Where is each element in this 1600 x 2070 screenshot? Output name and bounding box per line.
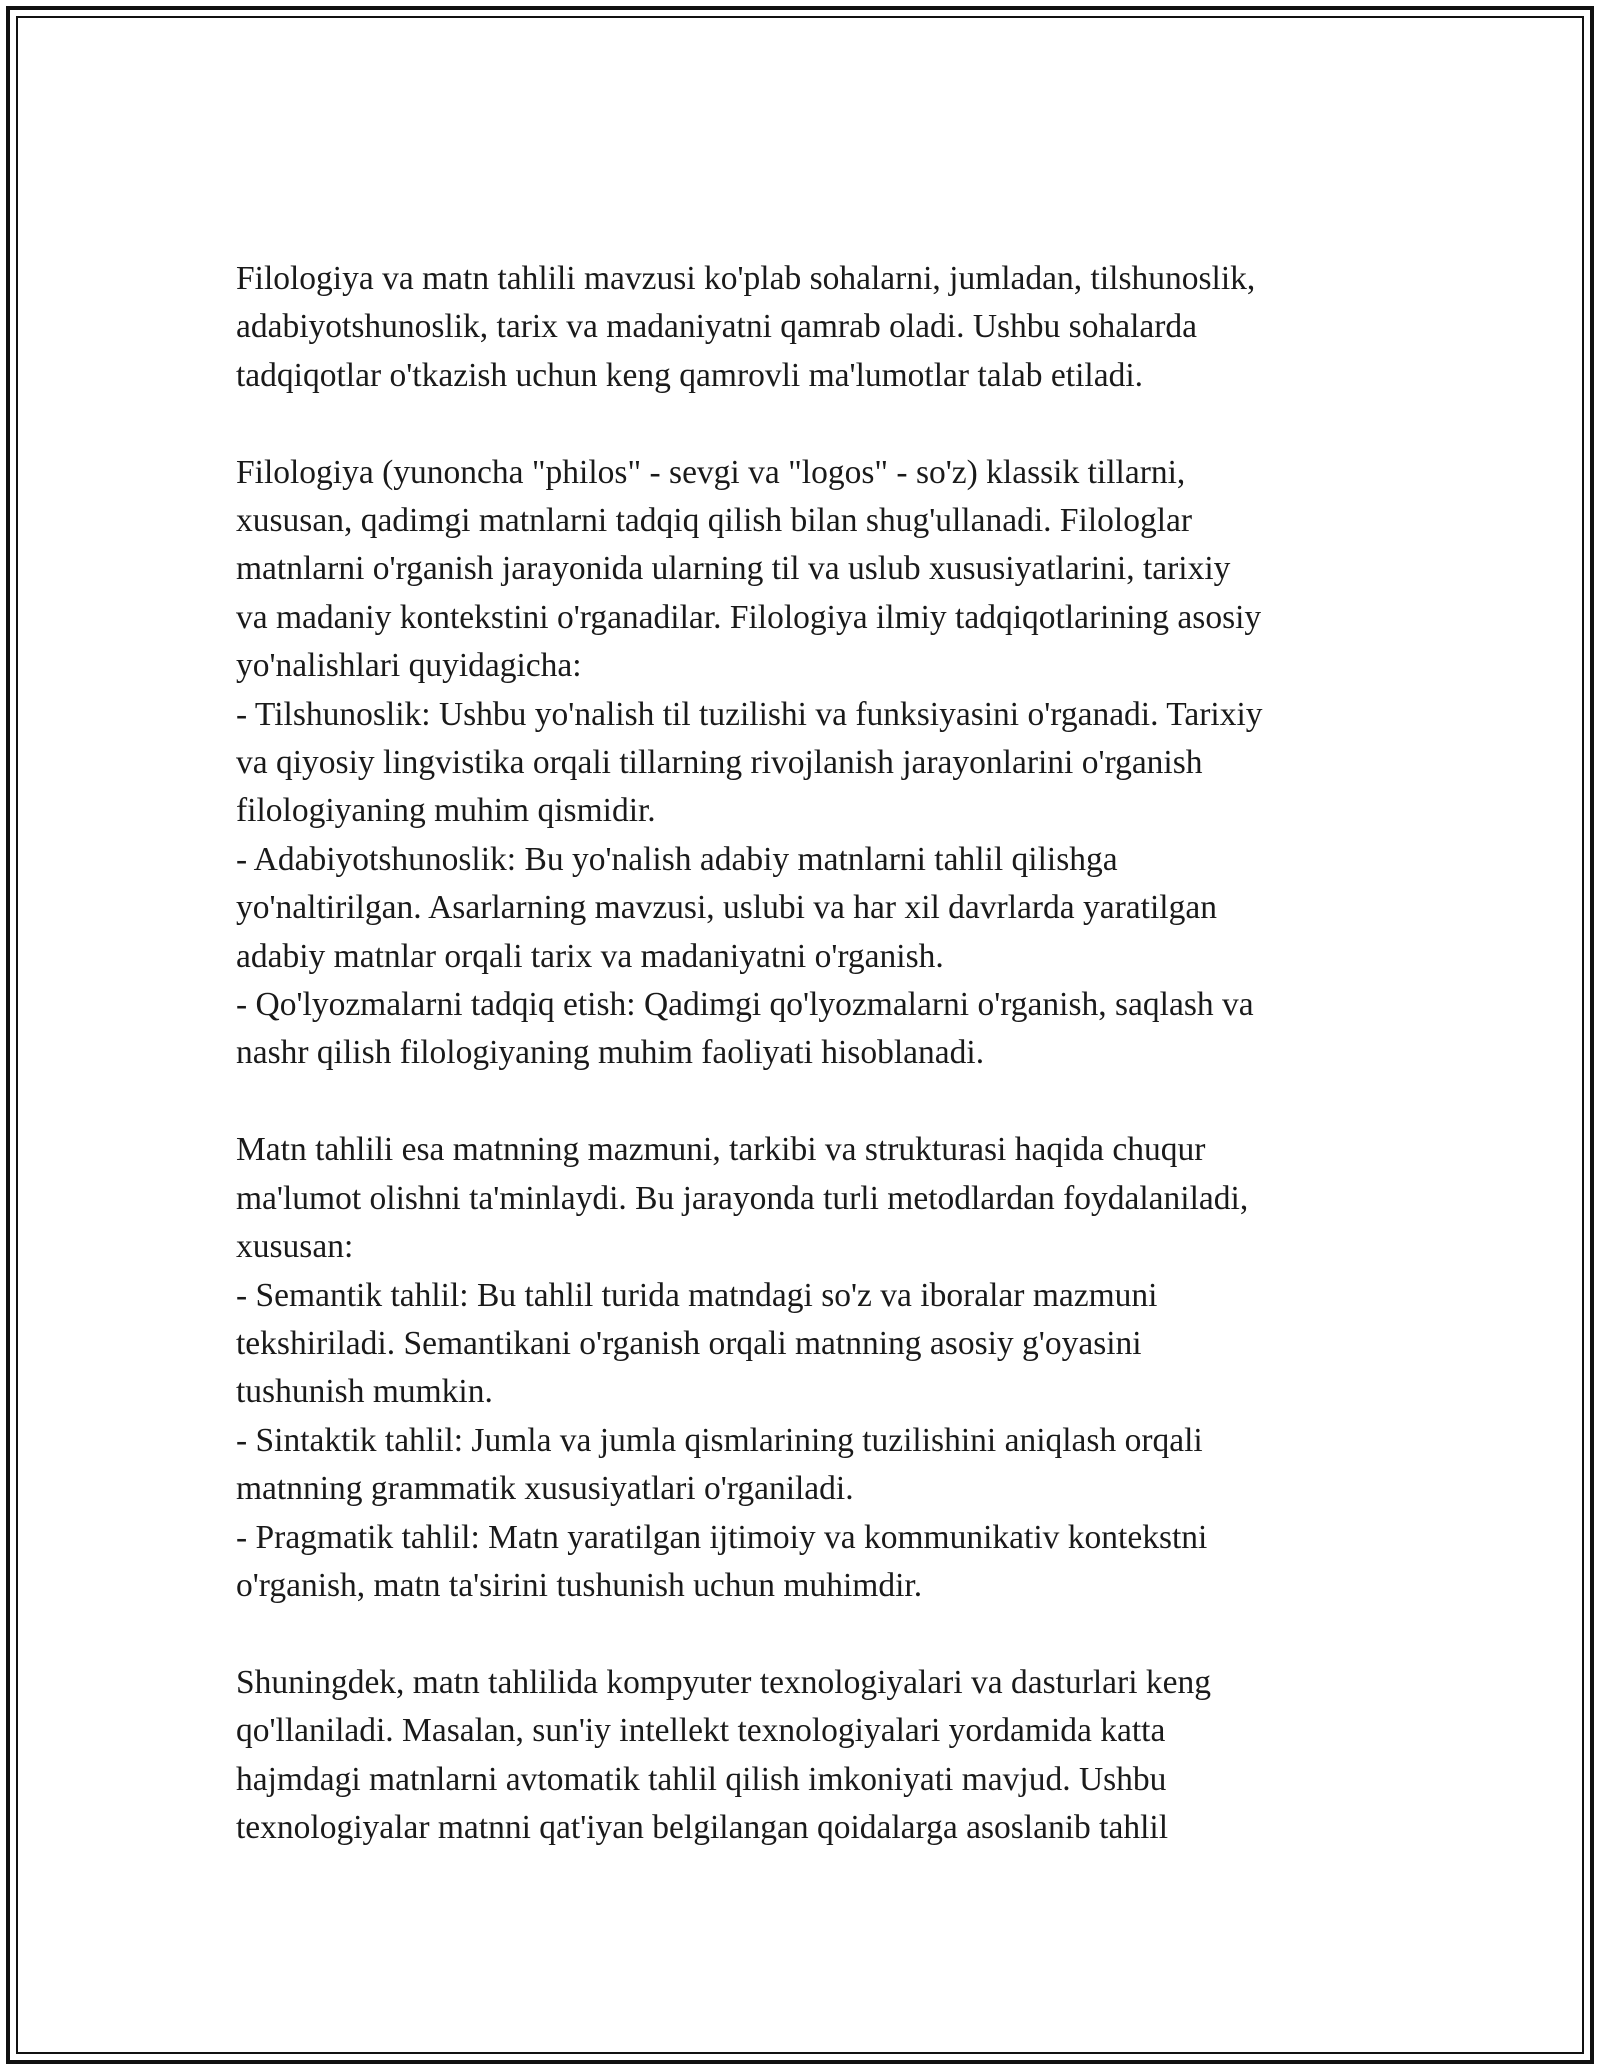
text-line: adabiyotshunoslik, tarix va madaniyatni qamrab oladi. Ushbu sohalarda (236, 308, 1198, 346)
paragraph-intro (236, 255, 1376, 400)
text-line: yo'nalishlari quyidagicha: (236, 647, 582, 685)
text-line: nashr qilish filologiyaning muhim faoliyati hisoblanadi. (236, 1034, 985, 1072)
text-line: yo'naltirilgan. Asarlarning mavzusi, uslubi va har xil davrlarda yaratilgan (236, 889, 1217, 927)
text-line: - Pragmatik tahlil: Matn yaratilgan ijtimoiy va kommunikativ kontekstni (236, 1518, 1208, 1556)
text-line: - Tilshunoslik: Ushbu yo'nalish til tuzilishi va funksiyasini o'rganadi. Tarixiy (236, 695, 1263, 733)
text-line: va qiyosiy lingvistika orqali tillarning rivojlanish jarayonlarini o'rganish (236, 744, 1203, 782)
text-line: - Adabiyotshunoslik: Bu yo'nalish adabiy matnlarni tahlil qilishga (236, 840, 1118, 878)
text-line: adabiy matnlar orqali tarix va madaniyatni o'rganish. (236, 937, 944, 975)
text-line: matnning grammatik xususiyatlari o'rganiladi. (236, 1470, 854, 1508)
text-line: Shuningdek, matn tahlilida kompyuter texnologiyalari va dasturlari keng (236, 1663, 1212, 1701)
text-line: Matn tahlili esa matnning mazmuni, tarkibi va strukturasi haqida chuqur (236, 1131, 1206, 1169)
text-line: xususan, qadimgi matnlarni tadqiq qilish bilan shug'ullanadi. Filologlar (236, 502, 1193, 540)
text-line: xususan: (236, 1228, 354, 1266)
text-line: - Qo'lyozmalarni tadqiq etish: Qadimgi qo'lyozmalarni o'rganish, saqlash va (236, 986, 1254, 1024)
text-line: va madaniy kontekstini o'rganadilar. Filologiya ilmiy tadqiqotlarining asosiy (236, 598, 1262, 636)
paragraph-filologiya (236, 449, 1376, 1078)
text-line: tadqiqotlar o'tkazish uchun keng qamrovli ma'lumotlar talab etiladi. (236, 356, 1144, 394)
paragraph-matn-tahlili (236, 1126, 1376, 1610)
text-line: o'rganish, matn ta'sirini tushunish uchun muhimdir. (236, 1566, 923, 1604)
text-line: qo'llaniladi. Masalan, sun'iy intellekt texnologiyalari yordamida katta (236, 1712, 1166, 1750)
text-line: ma'lumot olishni ta'minlaydi. Bu jarayonda turli metodlardan foydalaniladi, (236, 1179, 1249, 1217)
paragraph-texnologiyalar (236, 1659, 1376, 1853)
text-line: hajmdagi matnlarni avtomatik tahlil qilish imkoniyati mavjud. Ushbu (236, 1760, 1167, 1798)
text-line: - Semantik tahlil: Bu tahlil turida matndagi so'z va iboralar mazmuni (236, 1276, 1158, 1314)
text-line: Filologiya va matn tahlili mavzusi ko'plab sohalarni, jumladan, tilshunoslik, (236, 260, 1256, 297)
text-line: texnologiyalar matnni qat'iyan belgilangan qoidalarga asoslanib tahlil (236, 1808, 1168, 1846)
text-line: - Sintaktik tahlil: Jumla va jumla qismlarining tuzilishini aniqlash orqali (236, 1421, 1203, 1459)
document-body (236, 255, 1376, 1852)
text-line: matnlarni o'rganish jarayonida ularning til va uslub xususiyatlarini, tarixiy (236, 550, 1231, 588)
text-line: tushunish mumkin. (236, 1373, 493, 1411)
text-line: Filologiya (yunoncha "philos" - sevgi va "logos" - so'z) klassik tillarni, (236, 453, 1186, 491)
text-line: tekshiriladi. Semantikani o'rganish orqali matnning asosiy g'oyasini (236, 1324, 1142, 1362)
text-line: filologiyaning muhim qismidir. (236, 792, 656, 830)
